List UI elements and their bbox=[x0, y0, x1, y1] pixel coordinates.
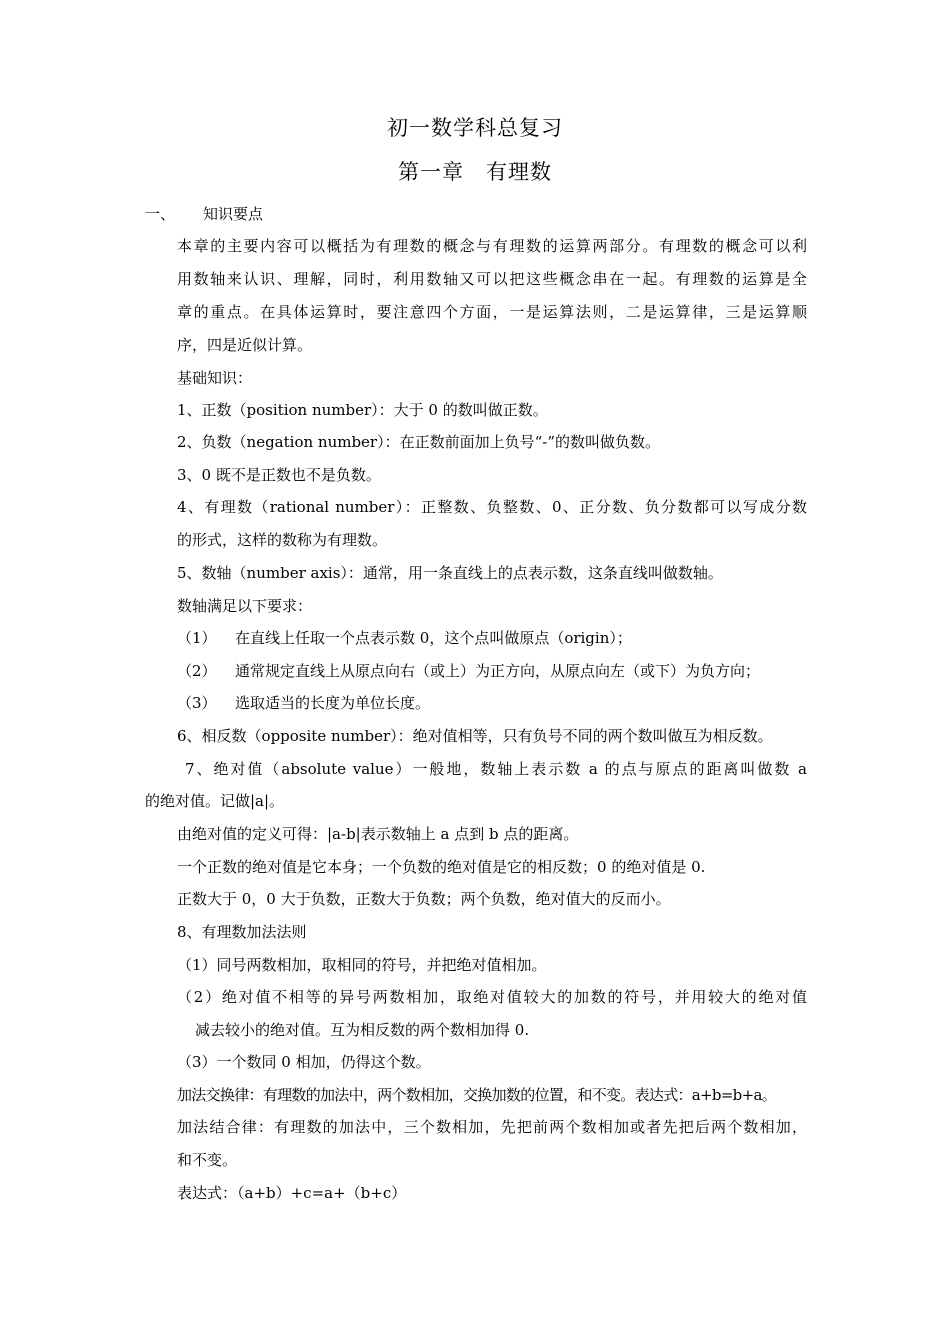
chapter-name: 有理数 bbox=[486, 160, 552, 184]
axis-requirement-item bbox=[177, 628, 632, 648]
item-rational: 4、有理数（rational number）：正整数、负整数、0、正分数、负分数都可以写成分数 bbox=[177, 498, 807, 516]
item-positive: 1、正数（position number）：大于 0 的数叫做正数。 bbox=[177, 401, 548, 419]
document-title: 初一数学科总复习 bbox=[387, 116, 563, 140]
item-rational-cont: 的形式，这样的数称为有理数。 bbox=[177, 531, 388, 549]
item-opposite: 6、相反数（opposite number）：绝对值相等，只有负号不同的两个数叫做互为相反数。 bbox=[177, 727, 773, 745]
abs-rule: 一个正数的绝对值是它本身；一个负数的绝对值是它的相反数；0 的绝对值是 0. bbox=[177, 858, 706, 876]
chapter-number: 第一章 bbox=[398, 160, 464, 184]
addition-rule: （1）同号两数相加，取相同的符号，并把绝对值相加。 bbox=[177, 956, 547, 974]
associative-law: 加法结合律：有理数的加法中，三个数相加，先把前两个数相加或者先把后两个数相加， bbox=[177, 1118, 807, 1136]
item-absolute-cont: 的绝对值。记做|a|。 bbox=[145, 792, 285, 810]
intro-line: 用数轴来认识、理解，同时，利用数轴又可以把这些概念串在一起。有理数的运算是全 bbox=[177, 270, 807, 288]
section-number: 一、 bbox=[145, 205, 176, 223]
intro-line: 序，四是近似计算。 bbox=[177, 336, 313, 354]
item-addition: 8、有理数加法法则 bbox=[177, 923, 307, 941]
associative-expression: 表达式：（a+b）+c=a+（b+c） bbox=[177, 1184, 407, 1202]
item-negative: 2、负数（negation number）：在正数前面加上负号“-”的数叫做负数。 bbox=[177, 433, 661, 451]
list-index: （2） bbox=[177, 662, 217, 680]
basics-heading: 基础知识： bbox=[177, 369, 253, 387]
commutative-law: 加法交换律：有理数的加法中，两个数相加，交换加数的位置，和不变。表达式：a+b=b+a。 bbox=[177, 1086, 776, 1104]
list-index: （1） bbox=[177, 629, 217, 647]
axis-requirement-item bbox=[177, 693, 430, 713]
list-text: 选取适当的长度为单位长度。 bbox=[235, 694, 431, 712]
item-axis: 5、数轴（number axis）：通常，用一条直线上的点表示数，这条直线叫做数轴。 bbox=[177, 564, 723, 582]
addition-rule: （2）绝对值不相等的异号两数相加，取绝对值较大的加数的符号，并用较大的绝对值 bbox=[177, 988, 807, 1006]
intro-line: 本章的主要内容可以概括为有理数的概念与有理数的运算两部分。有理数的概念可以利 bbox=[177, 237, 807, 255]
list-text: 通常规定直线上从原点向右（或上）为正方向，从原点向左（或下）为负方向； bbox=[235, 662, 761, 680]
chapter-heading bbox=[0, 156, 950, 186]
axis-requirement-item bbox=[177, 661, 760, 681]
compare-rule: 正数大于 0，0 大于负数，正数大于负数；两个负数，绝对值大的反而小。 bbox=[177, 890, 671, 908]
axis-requirements: 数轴满足以下要求： bbox=[177, 597, 313, 615]
list-index: （3） bbox=[177, 694, 217, 712]
item-zero: 3、0 既不是正数也不是负数。 bbox=[177, 466, 381, 484]
abs-definition: 由绝对值的定义可得：|a-b|表示数轴上 a 点到 b 点的距离。 bbox=[177, 825, 579, 843]
item-absolute: 7、绝对值（absolute value）一般地，数轴上表示数 a 的点与原点的距离叫做数 a bbox=[185, 760, 807, 778]
associative-law-cont: 和不变。 bbox=[177, 1151, 238, 1169]
section-heading bbox=[145, 203, 263, 224]
addition-rule-cont: 减去较小的绝对值。互为相反数的两个数相加得 0. bbox=[195, 1021, 530, 1039]
addition-rule: （3）一个数同 0 相加，仍得这个数。 bbox=[177, 1053, 431, 1071]
section-title: 知识要点 bbox=[203, 205, 264, 223]
list-text: 在直线上任取一个点表示数 0，这个点叫做原点（origin）； bbox=[235, 629, 632, 647]
intro-line: 章的重点。在具体运算时，要注意四个方面，一是运算法则，二是运算律，三是运算顺 bbox=[177, 303, 807, 321]
